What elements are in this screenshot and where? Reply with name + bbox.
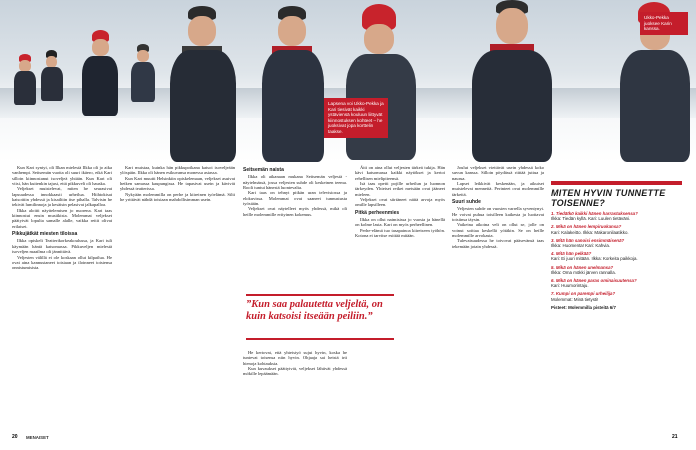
quiz-question: 6. Mikä on hänen paras ominaisuutensa? bbox=[551, 278, 637, 284]
col1-p1: Kun Kari syntyi, oli Ilkan mielestä Ilkka oli jo aika vanhempi. Seitsemän vuotta oli suuri ikäero, eikä Kari silloin kiinnostanut isoveljeä yhtään. Kun Kari oli viisi, hän kuitenkin tajusi, että pikkuveli oli hauska. bbox=[12, 165, 112, 187]
quiz-answer: Ilkka: Huomenta! Kari: Kahvia. bbox=[551, 243, 611, 249]
quiz-item bbox=[551, 224, 682, 234]
man-ilkka bbox=[170, 6, 236, 162]
quiz-question: 7. Kumpi on parempi urheilija? bbox=[551, 291, 616, 297]
sidebar-title: MITEN HYVIN TUNNETTE TOISENNE? bbox=[551, 188, 666, 208]
col4-p2: Isä taas opetti pojille urheilun ja luonnon tärkeyden. Yhteiset retket metsään ovat jääneet mieleen. bbox=[355, 181, 445, 197]
col5-p5: Tulevaisuudessa he toivovat pääsevänsä taas tekemään jotain yhdessä. bbox=[452, 238, 544, 249]
quiz-answer: Molemmat: Minä tietysti! bbox=[551, 296, 599, 302]
caption-center-text: Lapsena voi Ukko-Pekka ja Kari tiesivät kaikki ystäviensä kouluun liittyvät kiinnostuksen kohteet – he juoksivat jopa korttelin taakse. bbox=[328, 101, 384, 134]
pull-quote: ”Kun saa palautetta veljeltä, on kuin katsoisi itseään peiliin.” bbox=[246, 299, 383, 322]
quiz-sidebar bbox=[551, 181, 682, 310]
column-5 bbox=[452, 165, 544, 249]
quiz-answer: Ilkka: Oma mökki järven rannalla. bbox=[551, 269, 616, 275]
quiz-answer: Ilkka: Tiedän kyllä. Kari: Luulen tietäväni. bbox=[551, 216, 631, 222]
quiz-item bbox=[551, 291, 682, 301]
runner-3 bbox=[82, 30, 118, 150]
quote-rule-top bbox=[246, 294, 394, 296]
col5-p4: Vaikeina aikoina veli on ollut se, jolle on voinut soittaa keskellä yötäkin. Se on heille molemmille arvokasta. bbox=[452, 222, 544, 239]
quiz-question: 4. Mitä hän pelkää? bbox=[551, 251, 592, 257]
column-4 bbox=[355, 165, 445, 238]
column-3 bbox=[243, 165, 347, 217]
quiz-question: 3. Mitä hän sanoisi ensimmäisenä? bbox=[551, 237, 625, 243]
col2-p2: Kun Kari muutti Helsinkiin opiskelemaan, veljekset asuivat hetken samassa kaupungissa. He tapasivat usein ja kävivät yhdessä teatterissa. bbox=[120, 175, 235, 192]
col4-p1: Äiti on aina ollut veljesten tärkeä tukija. Hän kävi katsomassa kaikki näytökset ja kertoi rehellisen mielipiteensä. bbox=[355, 165, 445, 181]
runner-1 bbox=[12, 54, 38, 118]
man-kari bbox=[262, 6, 324, 162]
column-1 bbox=[12, 165, 112, 271]
quiz-answer: Kari: Ei juuri mitään. Ilkka: Korkeita paikkoja. bbox=[551, 256, 638, 262]
column-3b bbox=[243, 350, 347, 377]
col4-heading: Pitkä perheenmies bbox=[355, 209, 400, 216]
page-number-left: 20 bbox=[12, 434, 18, 440]
col2-p1: Kari muistaa, kuinka hän pikkupoikana katsoi isoveljeään ylöspäin. Ilkka oli hänen esikuvansa monessa asiassa. bbox=[120, 165, 235, 176]
col4-p3: Veljekset ovat siirtäneet näitä arvoja myös omille lapsilleen. bbox=[355, 197, 445, 208]
col3-p2: Kari taas on tehnyt pitkän uran televisiossa ja elokuvissa. Molemmat ovat saaneet tunnustusta työstään. bbox=[243, 190, 347, 207]
man-tall bbox=[472, 0, 552, 162]
quiz-question: 2. Mikä on hänen lempiruokansa? bbox=[551, 224, 622, 230]
col1-p3: Ilkka aloitti näyttelemisen jo nuorena. Kari taas kiinnostui ensin musiikista. Molemmat veljekset päätyivät lopulta samalle alalle, vaikka reitit olivat erilaiset. bbox=[12, 207, 112, 229]
col5-p3: Veljesten suhde on vuosien varrella syventynyt. He voivat puhua toisilleen kaikesta ja luottavat toisiinsa täysin. bbox=[452, 206, 544, 223]
col3-heading: Seitsemän naista bbox=[243, 167, 284, 173]
col2-p3: Nykyään molemmilla on perhe ja kiireinen työelämä. Silti he yrittävät nähdä toisiaan mahdollisimman usein. bbox=[120, 191, 235, 203]
quiz-item bbox=[551, 238, 682, 248]
col3-p5: Kun kuvaukset päättyivät, veljekset lähtivät yhdessä mökille lepäämään. bbox=[243, 366, 347, 377]
page-number-right: 21 bbox=[672, 434, 678, 440]
col5-p2: Lapset leikkivät keskenään, ja aikuiset muistelevat menneitä. Perinteet ovat molemmille tärkeitä. bbox=[452, 181, 544, 197]
quiz-item bbox=[551, 278, 682, 288]
sidebar-red-bar bbox=[551, 181, 682, 185]
col1-p5: Veljesten välillä ei ole koskaan ollut kilpailua. He ovat aina kannustaneet toisiaan ja iloinneet toistensa onnistumisista. bbox=[12, 254, 112, 271]
col5-p1: Joulut veljekset viettävät usein yhdessä koko suvun kanssa. Silloin pöydässä riittää juttua ja naurua. bbox=[452, 165, 544, 181]
quiz-answer: Kari: Huumorintaju. bbox=[551, 283, 589, 289]
photo-caption-right bbox=[640, 12, 688, 35]
header-photo bbox=[0, 0, 696, 162]
col3-p1: Ilkka oli aikanaan mukana Seitsemän veljestä -näytelmässä, jossa veljesten suhde oli keskeinen teema. Rooli tuntui hänestä luontevalta. bbox=[243, 174, 347, 191]
photo-caption-center bbox=[324, 98, 388, 138]
quiz-item bbox=[551, 251, 682, 261]
quiz-item bbox=[551, 265, 682, 275]
col1-p4: Ilkka opiskeli Teatterikorkeakoulussa, ja Kari tuli käymään häntä katsomassa. Pikkuveljen mielestä isoveljen maailma oli jännittävä. bbox=[12, 238, 112, 255]
col5-heading: Suuri suhde bbox=[452, 199, 481, 206]
col4-p5: Perhe-elämä tuo tasapainoa kiireiseen työhön. Kotona ei tarvitse esittää mitään. bbox=[355, 227, 445, 239]
runner-4 bbox=[130, 44, 156, 124]
col4-p4: Ilkka on ollut naimisissa jo vuosia ja hänellä on kolme lasta. Kari on myös perheellinen. bbox=[355, 217, 445, 228]
caption-right-text: Ukko-Pekka juoksee Karin kanssa. bbox=[644, 15, 672, 32]
col3-p4: He kertovat, että yhteistyö sujui hyvin, koska he tuntevat toisensa niin hyvin. Ohjaaja sai heistä irti hienoja kohtauksia. bbox=[243, 350, 347, 366]
quiz-question: 5. Mikä on hänen unelmansa? bbox=[551, 264, 614, 270]
quote-rule-bottom bbox=[246, 338, 394, 340]
quiz-question: 1. Tiedätkö kaikki hänen harrastuksensa? bbox=[551, 211, 638, 216]
col1-heading: Pikkujätkät miesten tiloissa bbox=[12, 231, 78, 238]
quiz-item bbox=[551, 211, 682, 221]
column-2 bbox=[120, 165, 235, 202]
col3-p3: Veljekset ovat näytelleet myös yhdessä, mikä oli heille molemmille erityinen kokemus. bbox=[243, 206, 347, 217]
quiz-score: Pisteet: Molemmilla pisteitä 6/7 bbox=[551, 304, 616, 310]
magazine-name: MENAISET bbox=[26, 435, 49, 440]
quiz-answer: Kari: Kalakeitto. Ilkka: Makaronilaatikko. bbox=[551, 229, 629, 235]
col1-p2: Veljekset muistelevat, miten he seurasivat lapsuudessa innokkaasti urheilua. Hiihtokisat katsottiin yhdessä ja kisailtiin itse pihalla. Talvisin he tekivät lumilinnoja ja kesäisin pelasivat jalkapalloa. bbox=[12, 186, 112, 208]
runner-2 bbox=[40, 50, 64, 114]
